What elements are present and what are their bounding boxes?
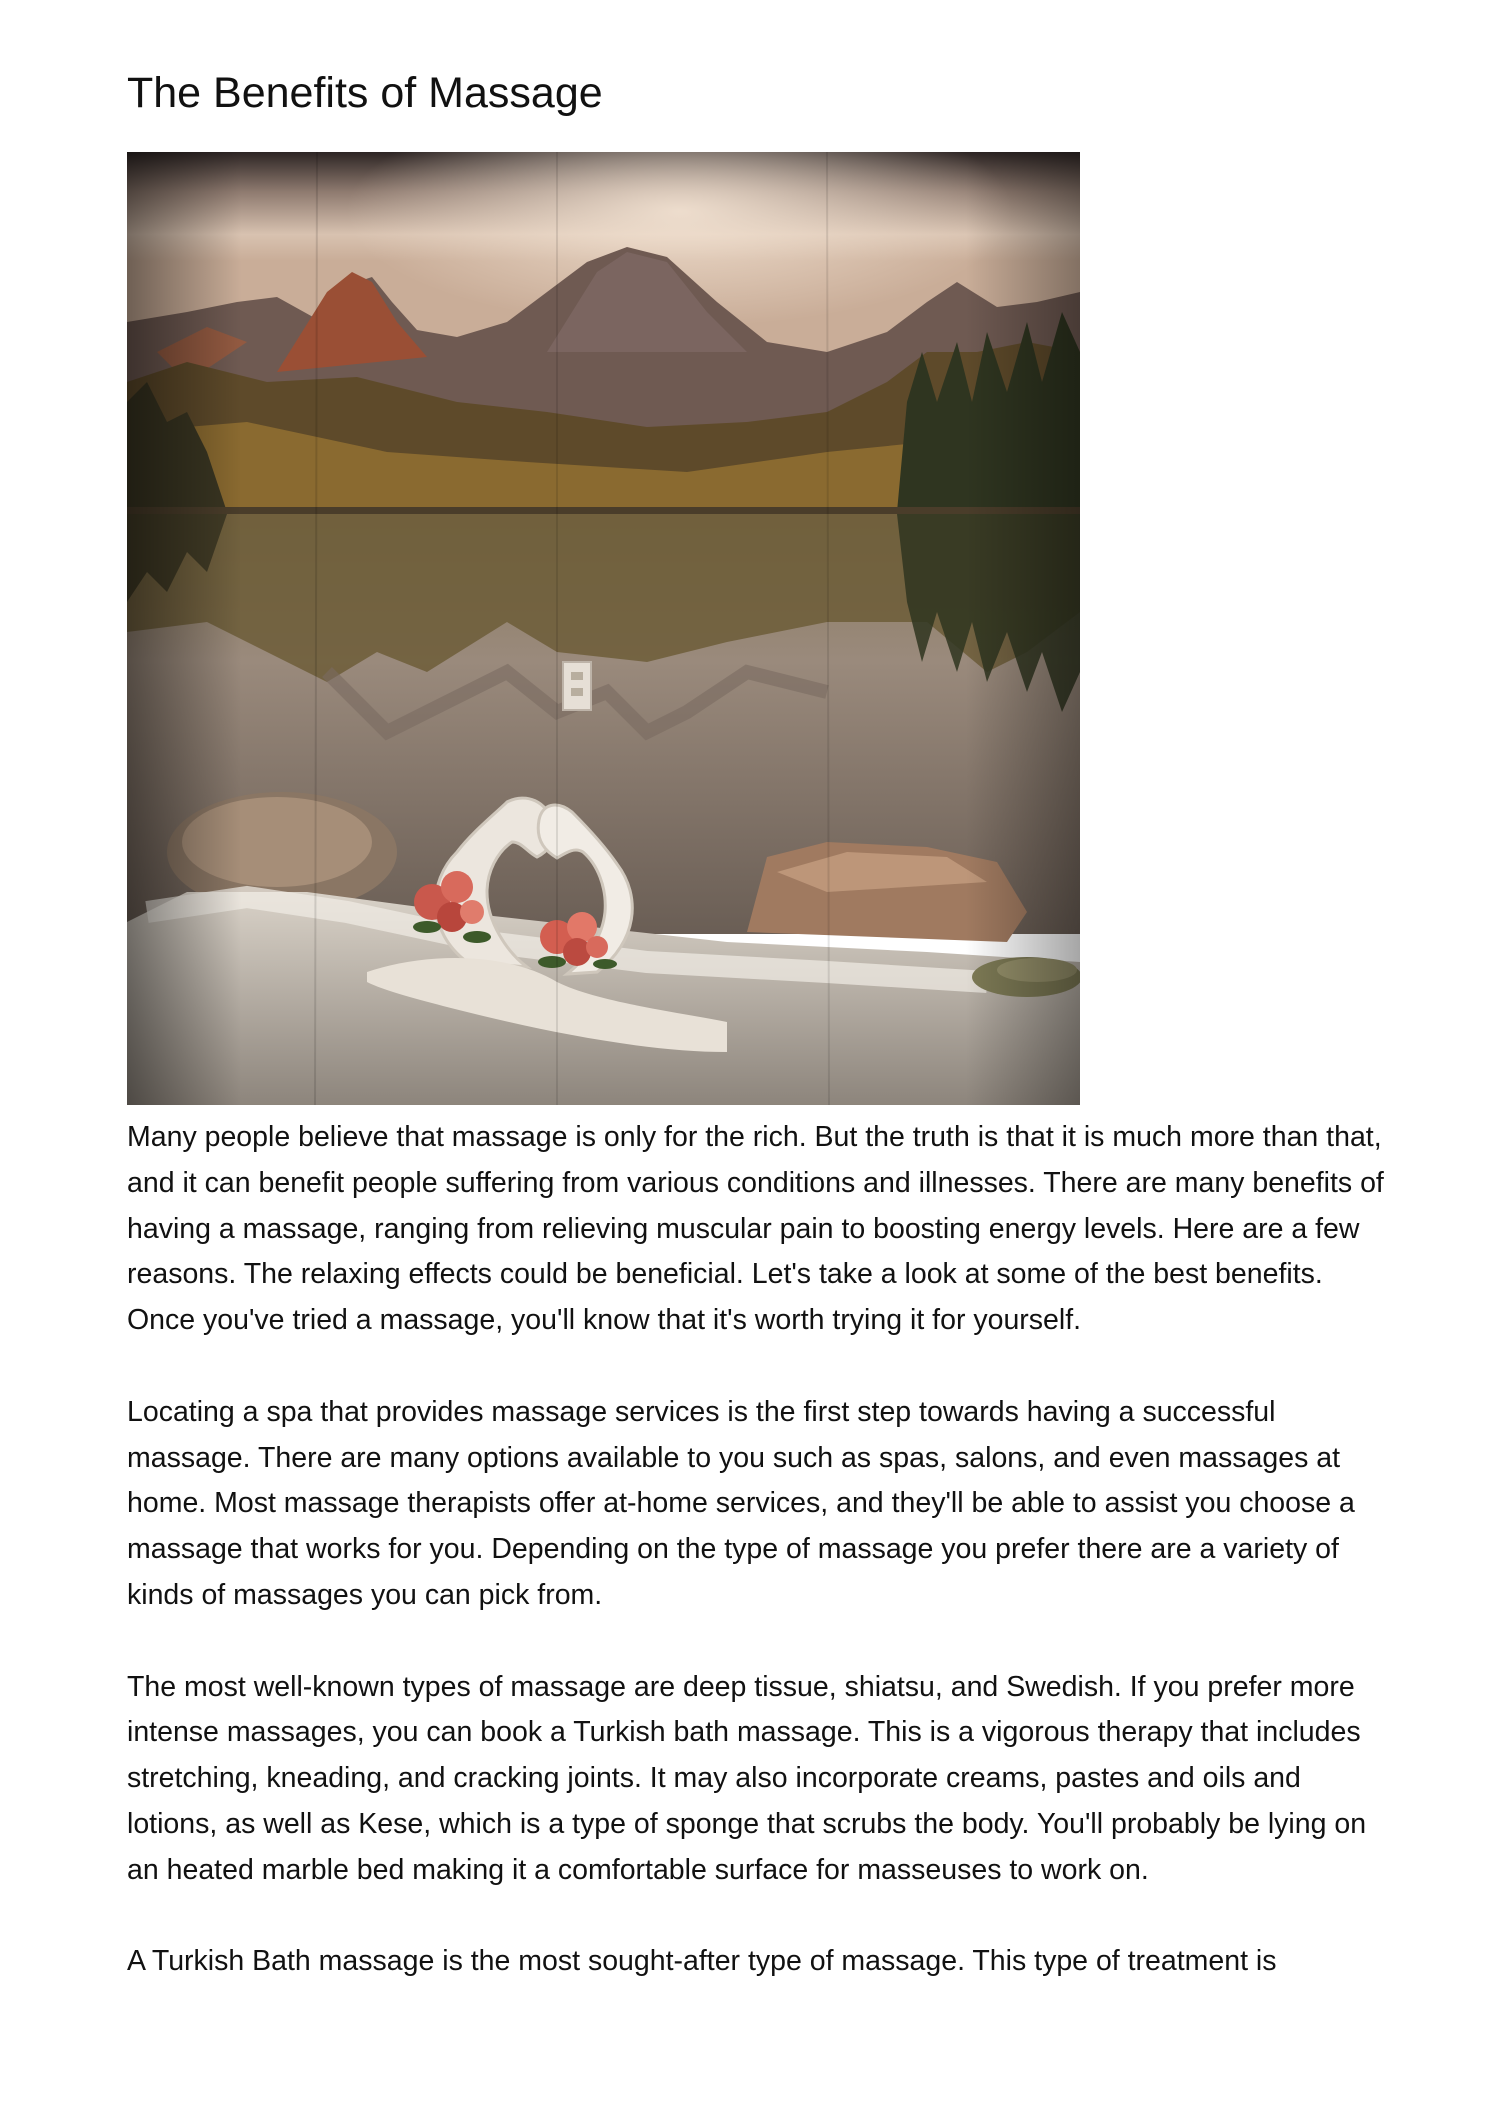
page-title: The Benefits of Massage bbox=[127, 69, 603, 117]
paragraph: Many people believe that massage is only for the rich. But the truth is that it is much more than that, and it can benefit people suffering from various conditions and illnesses. There are many benefits of having a massage, ranging from relieving muscular pain to boosting energy levels. Here are a few reasons. The relaxing effects could be beneficial. Let's take a look at some of the best benefits. Once you've tried a massage, you'll know that it's worth trying it for yourself. bbox=[127, 1121, 1384, 1337]
paragraph: The most well-known types of massage are deep tissue, shiatsu, and Swedish. If you prefer more intense massages, you can book a Turkish bath massage. This is a vigorous therapy that includes stretching, kneading, and cracking joints. It may also incorporate creams, pastes and oils and lotions, as well as Kese, which is a type of sponge that scrubs the body. You'll probably be lying on an heated marble bed making it a comfortable surface for masseuses to work on. bbox=[127, 1670, 1367, 1886]
document-page bbox=[127, 62, 1387, 2031]
paragraph: Locating a spa that provides massage services is the first step towards having a successful massage. There are many options available to you such as spas, salons, and even massages at home. Most massage therapists offer at-home services, and they'll be able to assist you choose a massage that works for you. Depending on the type of massage you prefer there are a variety of kinds of massages you can pick from. bbox=[127, 1395, 1355, 1611]
spa-photo bbox=[127, 152, 1080, 1105]
paragraph: A Turkish Bath massage is the most sought-after type of massage. This type of treatment is bbox=[127, 1945, 1277, 1978]
